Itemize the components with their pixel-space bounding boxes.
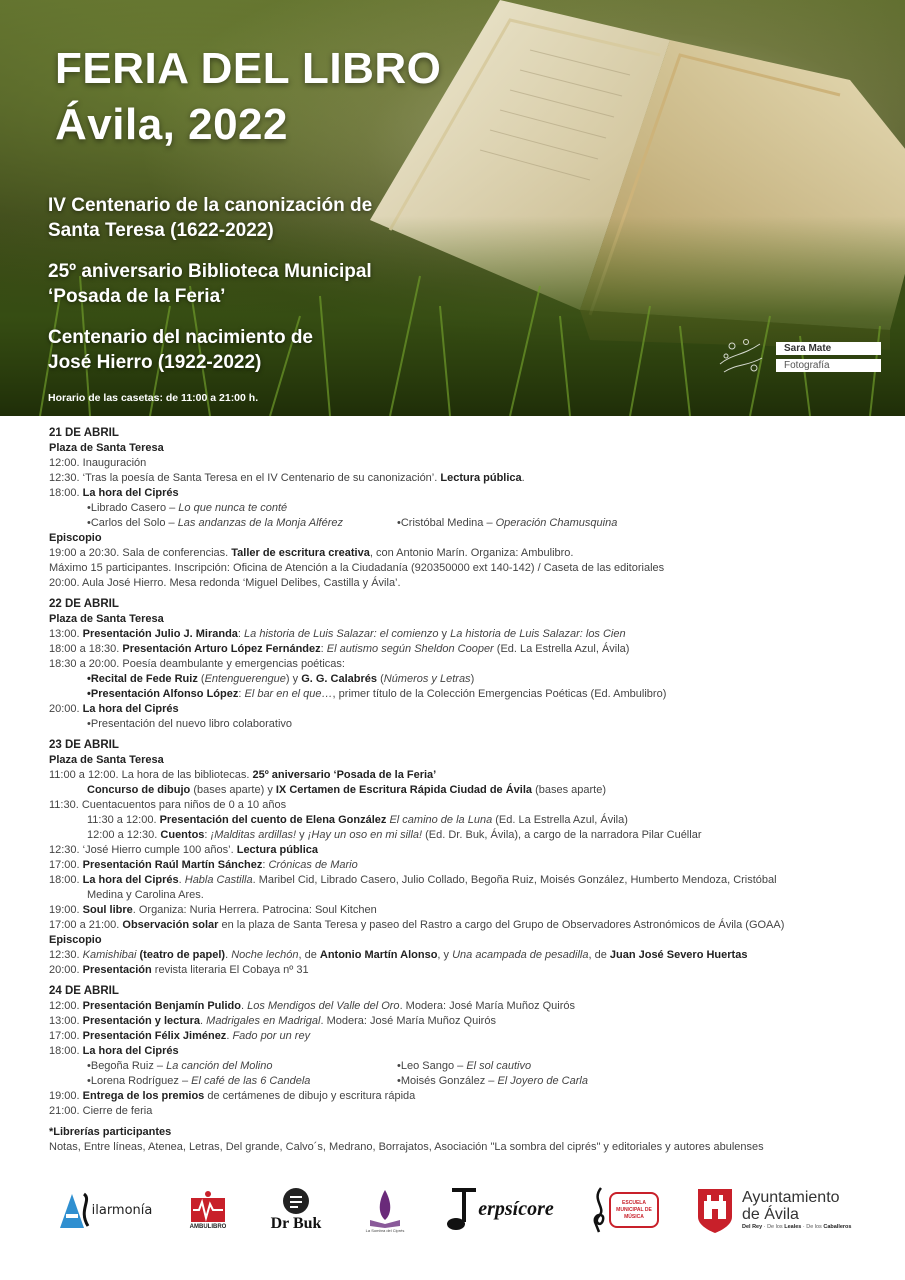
- event-subline: 12:00 a 12:30. Cuentos: ¡Malditas ardillas! y ¡Hay un oso en mi silla! (Ed. Dr. Buk, Ávila), a cargo de la narradora Pilar Cuéllar: [87, 829, 702, 841]
- event-line: 18:00 a 18:30. Presentación Arturo López Fernández: El autismo según Sheldon Cooper (Ed. La Estrella Azul, Ávila): [49, 643, 630, 655]
- venue-heading: Plaza de Santa Teresa: [49, 613, 164, 625]
- event-subline: •Librado Casero – Lo que nunca te conté: [87, 502, 288, 514]
- event-line: 12:30. Kamishibai (teatro de papel). Noche lechón, de Antonio Martín Alonso, y Una acampada de pesadilla, de Juan José Severo Huertas: [49, 949, 748, 961]
- event-line: 12:00. Inauguración: [49, 457, 147, 469]
- event-line: 18:30 a 20:00. Poesía deambulante y emergencias poéticas:: [49, 658, 345, 670]
- event-line: 21:00. Cierre de feria: [49, 1105, 153, 1117]
- event-subline: •Begoña Ruiz – La canción del Molino •Leo Sango – El sol cautivo: [87, 1060, 532, 1072]
- horario-casetas: Horario de las casetas: de 11:00 a 21:00 h.: [48, 392, 259, 404]
- ambulibro-logo: AMBULIBRO: [186, 1186, 230, 1234]
- drbuk-logo: Dr Buk: [266, 1186, 326, 1234]
- sponsor-logos: [0, 1180, 905, 1240]
- terpsicore-logo: erpsícore: [444, 1184, 556, 1234]
- event-line: 13:00. Presentación y lectura. Madrigales en Madrigal. Modera: José María Muñoz Quirós: [49, 1015, 496, 1027]
- event-line: 11:30. Cuentacuentos para niños de 0 a 10 años: [49, 799, 287, 811]
- event-line: 17:00 a 21:00. Observación solar en la plaza de Santa Teresa y paseo del Rastro a cargo del Grupo de Observadores Astronómicos de Ávila (GOAA): [49, 919, 785, 931]
- event-line: 18:00. La hora del Ciprés. Habla Castilla. Maribel Cid, Librado Casero, Julio Collado, Begoña Ruiz, Moisés González, Humberto Mendoza, Cristóbal: [49, 874, 777, 886]
- filarmonia-logo: ilarmonía: [55, 1188, 155, 1232]
- filarmonia-a-icon: [58, 1190, 92, 1230]
- subtitle-santa-teresa: IV Centenario de la canonización de Santa Teresa (1622-2022): [48, 195, 373, 241]
- event-line: 12:00. Presentación Benjamín Pulido. Los Mendigos del Valle del Oro. Modera: José María Muñoz Quirós: [49, 1000, 576, 1012]
- event-line: Máximo 15 participantes. Inscripción: Oficina de Atención a la Ciudadanía (920350000 ext 140-142) / Caseta de las editoriales: [49, 562, 665, 574]
- event-subline: •Lorena Rodríguez – El café de las 6 Candela •Moisés González – El Joyero de Carla: [87, 1075, 588, 1087]
- event-line: 20:00. La hora del Ciprés: [49, 703, 179, 715]
- hero-banner: [0, 0, 905, 416]
- escuela-musica-logo: [588, 1184, 660, 1236]
- program-content: [49, 426, 889, 1155]
- event-subline: •Recital de Fede Ruiz (Entenguerengue) y G. G. Calabrés (Números y Letras): [87, 673, 475, 685]
- event-subline: •Carlos del Solo – Las andanzas de la Monja Alférez •Cristóbal Medina – Operación Chamusquina: [87, 517, 618, 529]
- venue-heading: Plaza de Santa Teresa: [49, 754, 164, 766]
- day-heading-24: 24 DE ABRIL: [49, 985, 119, 997]
- music-note-icon: [446, 1186, 478, 1232]
- event-line: 19:00. Entrega de los premios de certámenes de dibujo y escritura rápida: [49, 1090, 416, 1102]
- event-line: 19:00. Soul libre. Organiza: Nuria Herrera. Patrocina: Soul Kitchen: [49, 904, 377, 916]
- drbuk-icon: [281, 1187, 311, 1215]
- venue-heading: Plaza de Santa Teresa: [49, 442, 164, 454]
- event-line: 11:00 a 12:00. La hora de las bibliotecas. 25º aniversario ‘Posada de la Feria’: [49, 769, 437, 781]
- event-line: 18:00. La hora del Ciprés: [49, 487, 179, 499]
- venue-heading: Episcopio: [49, 934, 102, 946]
- event-line: 19:00 a 20:30. Sala de conferencias. Taller de escritura creativa, con Antonio Marín. Organiza: Ambulibro.: [49, 547, 574, 559]
- day-heading-21: 21 DE ABRIL: [49, 427, 119, 439]
- venue-heading: Episcopio: [49, 532, 102, 544]
- ayuntamiento-shield-icon: [696, 1187, 734, 1233]
- title-line-2: Ávila, 2022: [55, 100, 288, 149]
- librerias-list: Notas, Entre líneas, Atenea, Letras, Del grande, Calvo´s, Medrano, Borrajatos, Asociación "La sombra del ciprés" y editoriales y autores abulenses: [49, 1141, 764, 1153]
- ambulibro-icon: [189, 1190, 227, 1224]
- event-line: 17:00. Presentación Raúl Martín Sánchez: Crónicas de Mario: [49, 859, 358, 871]
- event-line: 12:30. ‘José Hierro cumple 100 años’. Lectura pública: [49, 844, 319, 856]
- event-line: 20:00. Presentación revista literaria El Cobaya nº 31: [49, 964, 309, 976]
- event-line: 13:00. Presentación Julio J. Miranda: La historia de Luis Salazar: el comienzo y La historia de Luis Salazar: los Cien: [49, 628, 626, 640]
- event-subline: Concurso de dibujo (bases aparte) y IX Certamen de Escritura Rápida Ciudad de Ávila (bases aparte): [87, 784, 606, 796]
- subtitle-biblioteca: 25º aniversario Biblioteca Municipal ‘Posada de la Feria’: [48, 261, 372, 307]
- ayuntamiento-logo: [696, 1184, 866, 1236]
- event-subline: •Presentación Alfonso López: El bar en el que…, primer título de la Colección Emergencias Poéticas (Ed. Ambulibro): [87, 688, 667, 700]
- sombra-ciprés-logo: La Sombra del Ciprés: [364, 1186, 406, 1234]
- event-line: 17:00. Presentación Félix Jiménez. Fado por un rey: [49, 1030, 311, 1042]
- photo-credit-role: Fotografía: [776, 359, 881, 372]
- event-subline: Medina y Carolina Ares.: [87, 889, 204, 901]
- escuela-label: ESCUELA MUNICIPAL DE MÚSICA: [609, 1192, 659, 1228]
- day-heading-22: 22 DE ABRIL: [49, 598, 119, 610]
- librerias-heading: *Librerías participantes: [49, 1126, 172, 1138]
- event-line: 12:30. ‘Tras la poesía de Santa Teresa en el IV Centenario de su canonización’. Lectura pública.: [49, 472, 525, 484]
- photo-credit-name: Sara Mate: [776, 342, 881, 355]
- subtitle-jose-hierro: Centenario del nacimiento de José Hierro (1922-2022): [48, 327, 313, 373]
- day-heading-23: 23 DE ABRIL: [49, 739, 119, 751]
- cypress-book-icon: [368, 1188, 402, 1228]
- event-line: 20:00. Aula José Hierro. Mesa redonda ‘Miguel Delibes, Castilla y Ávila’.: [49, 577, 401, 589]
- title-line-1: FERIA DEL LIBRO: [55, 44, 442, 93]
- event-subline: 11:30 a 12:00. Presentación del cuento de Elena González El camino de la Luna (Ed. La Estrella Azul, Ávila): [87, 814, 628, 826]
- event-line: 18:00. La hora del Ciprés: [49, 1045, 179, 1057]
- ayuntamiento-text: Ayuntamiento de Ávila Del Rey · De los Leales · De los Caballeros: [742, 1189, 852, 1230]
- treble-clef-icon: [589, 1186, 609, 1234]
- event-subline: •Presentación del nuevo libro colaborativo: [87, 718, 293, 730]
